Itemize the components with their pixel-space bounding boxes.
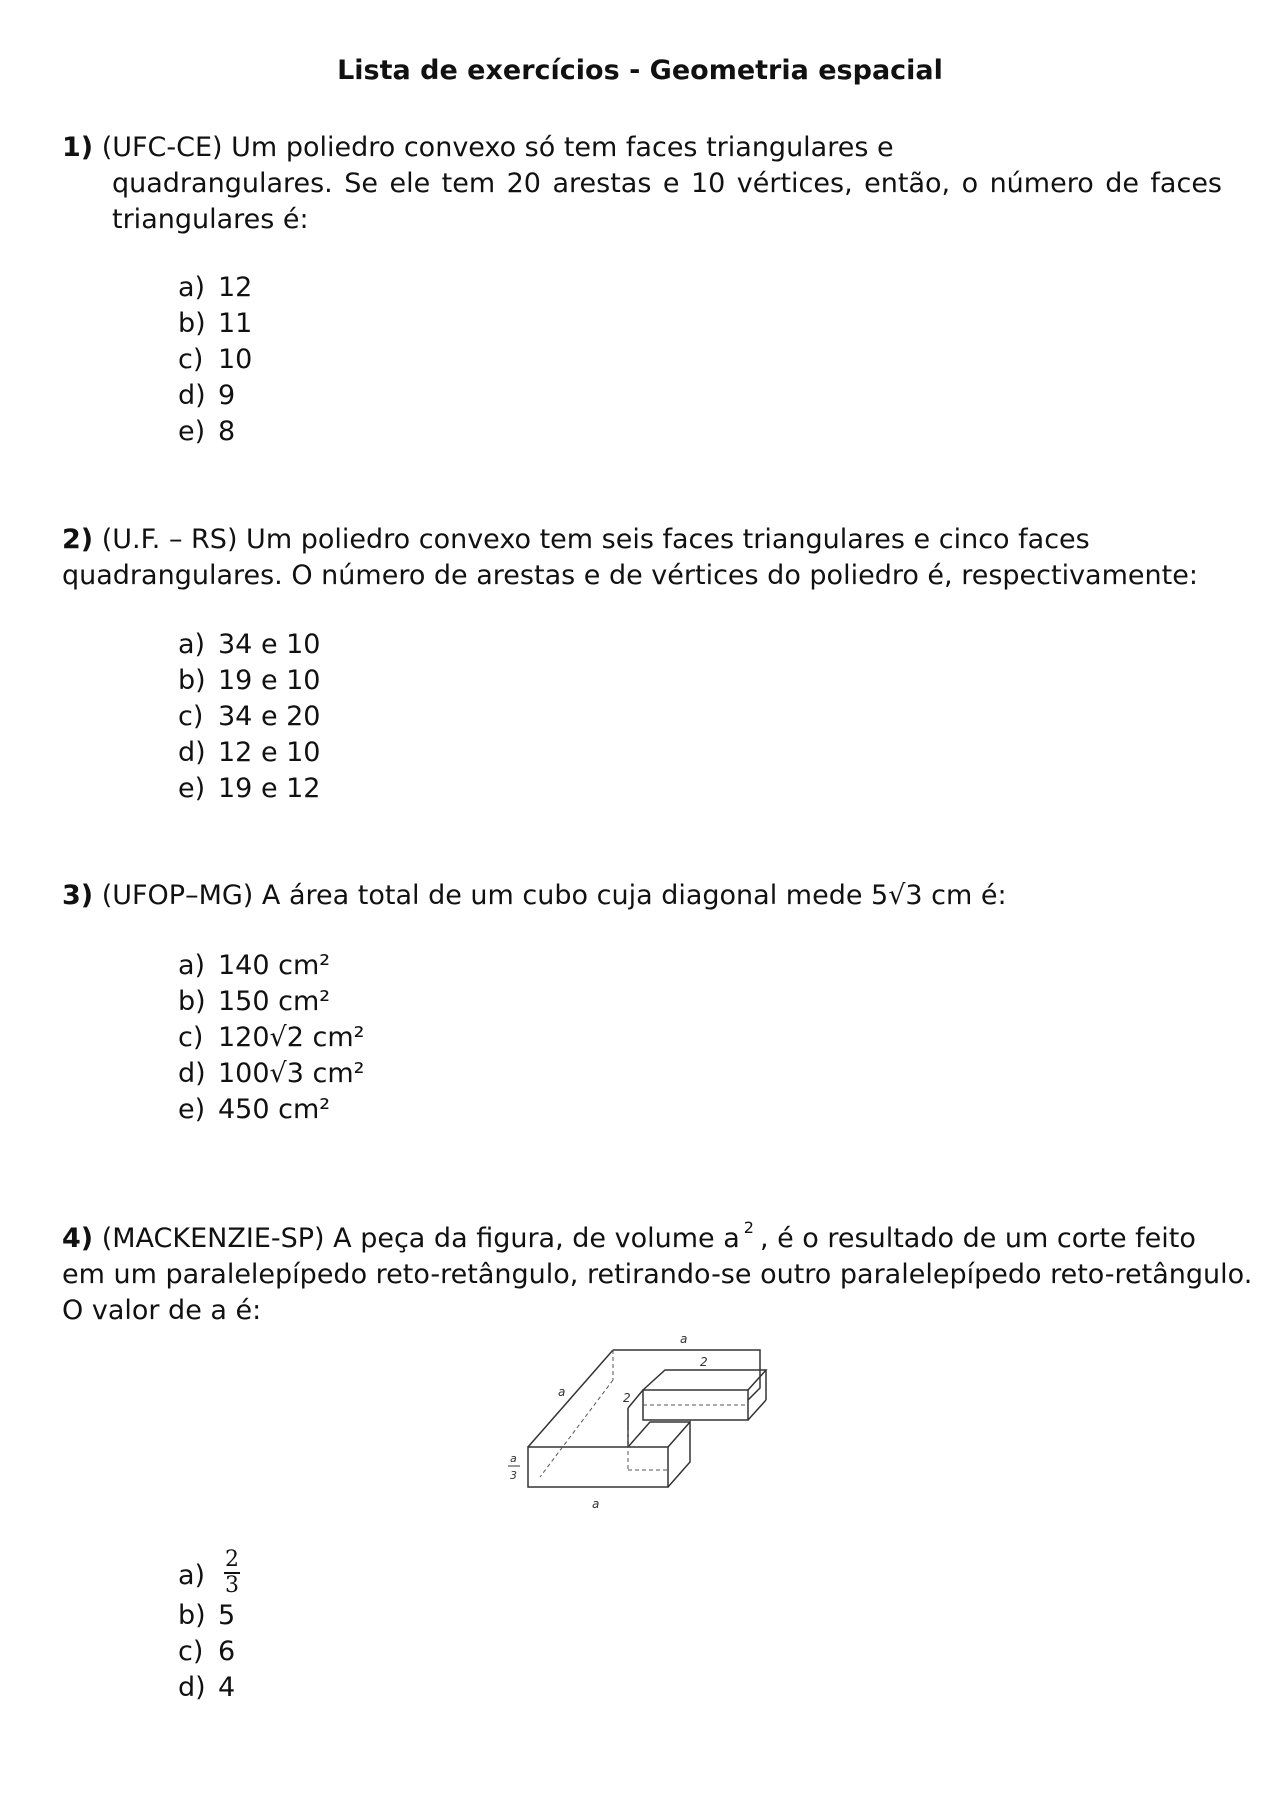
option-a[interactable]: a) 34 e 10 xyxy=(178,629,321,660)
options-3 xyxy=(178,948,364,1128)
option-c[interactable]: c) 10 xyxy=(178,344,253,375)
option-b[interactable]: b) 150 cm² xyxy=(178,986,331,1017)
question-text: (UFOP–MG) A área total de um cubo cuja diagonal mede 5√3 cm é: xyxy=(93,880,1007,911)
options-4 xyxy=(178,1548,240,1706)
label-inner-left: 2 xyxy=(623,1391,631,1405)
question-number: 3) xyxy=(62,880,94,911)
label-top: a xyxy=(680,1332,688,1346)
question-number: 1) xyxy=(62,132,94,163)
option-a[interactable]: a) 12 xyxy=(178,272,253,303)
question-number: 2) xyxy=(62,524,94,555)
fraction: $\frac{2}{3}$ xyxy=(225,1547,239,1598)
option-c[interactable]: c) 34 e 20 xyxy=(178,701,321,732)
option-d[interactable]: d) 9 xyxy=(178,380,236,411)
label-frac-num: a xyxy=(510,1452,517,1465)
question-text: (MACKENZIE-SP) A peça da figura, de volume a xyxy=(93,1223,740,1254)
label-frac-den: 3 xyxy=(510,1469,517,1482)
option-c[interactable]: c) 120√2 cm² xyxy=(178,1022,365,1053)
label-left: a xyxy=(558,1385,566,1399)
option-e[interactable]: e) 450 cm² xyxy=(178,1094,331,1125)
question-text: (UFC-CE) Um poliedro convexo só tem faces triangulares e xyxy=(93,132,894,163)
question-3 xyxy=(62,878,1222,914)
question-4 xyxy=(62,1210,1253,1329)
front-box-top xyxy=(628,1422,690,1447)
inner-box-top xyxy=(643,1370,766,1390)
option-b[interactable]: b) 5 xyxy=(178,1600,236,1631)
option-b[interactable]: b) 19 e 10 xyxy=(178,665,321,696)
option-c[interactable]: c) 6 xyxy=(178,1636,236,1667)
option-a[interactable]: a) 140 cm² xyxy=(178,950,331,981)
exponent: 2 xyxy=(743,1218,754,1237)
question-text: em um paralelepípedo reto-retângulo, retirando-se outro paralelepípedo reto-retângulo. xyxy=(62,1259,1253,1290)
question-text: quadrangulares. Se ele tem 20 arestas e 10 vértices, então, o número de faces xyxy=(112,168,1222,199)
page-title: Lista de exercícios - Geometria espacial xyxy=(337,55,943,86)
front-box-side xyxy=(668,1422,690,1487)
option-a[interactable]: a) $\frac{2}{3}$ xyxy=(178,1547,239,1598)
option-e[interactable]: e) 8 xyxy=(178,416,236,447)
question-text: (U.F. – RS) Um poliedro convexo tem seis faces triangulares e cinco faces xyxy=(93,524,1090,555)
question-text: , é o resultado de um corte feito xyxy=(759,1223,1196,1254)
question-1 xyxy=(62,130,1222,238)
option-d[interactable]: d) 12 e 10 xyxy=(178,737,321,768)
options-2 xyxy=(178,627,321,807)
label-inner-top: 2 xyxy=(700,1355,708,1369)
question-2 xyxy=(62,522,1222,594)
option-d[interactable]: d) 100√3 cm² xyxy=(178,1058,365,1089)
option-e[interactable]: e) 19 e 12 xyxy=(178,773,321,804)
options-1 xyxy=(178,270,252,450)
option-d[interactable]: d) 4 xyxy=(178,1672,236,1703)
parallelepiped-figure xyxy=(500,1330,800,1530)
question-text: O valor de a é: xyxy=(62,1295,262,1326)
question-number: 4) xyxy=(62,1223,94,1254)
outer-top-edge xyxy=(613,1350,760,1400)
question-text: triangulares é: xyxy=(112,204,309,235)
slant-edge xyxy=(528,1350,613,1447)
front-box xyxy=(528,1447,668,1487)
question-text: quadrangulares. O número de arestas e de vértices do poliedro é, respectivamente: xyxy=(62,560,1198,591)
parallelepiped-diagram xyxy=(500,1330,800,1530)
label-bottom: a xyxy=(592,1497,600,1511)
option-b[interactable]: b) 11 xyxy=(178,308,253,339)
